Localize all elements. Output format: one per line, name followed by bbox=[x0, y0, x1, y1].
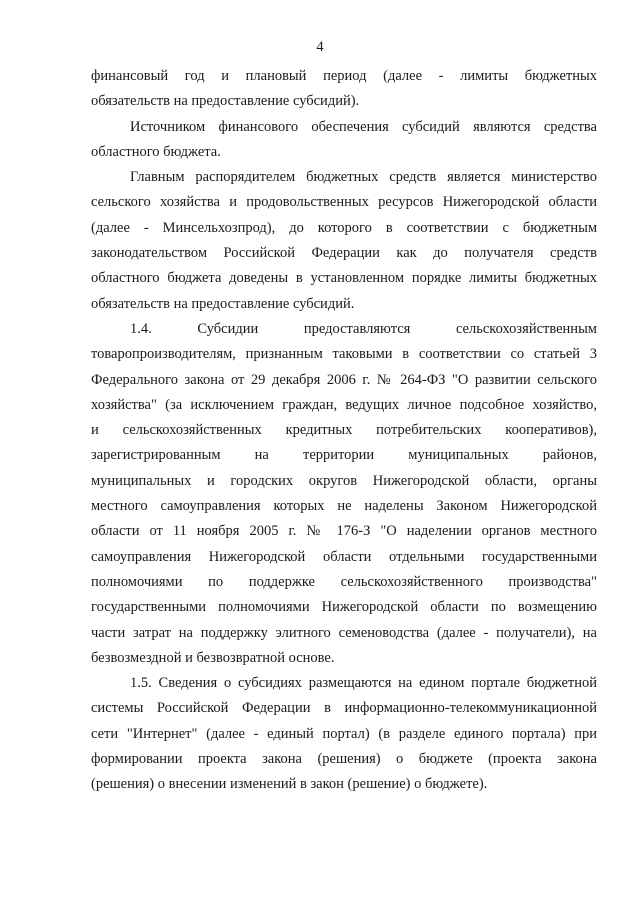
text-line: обязательств на предоставление субсидий. bbox=[91, 295, 355, 312]
text-line: местного самоуправления которых не наделены Законом Нижегородской bbox=[91, 498, 597, 515]
text-line: полномочиями по поддержке сельскохозяйственного производства" bbox=[91, 573, 597, 590]
text-line: обязательств на предоставление субсидий). bbox=[91, 93, 360, 110]
text-line: сети "Интернет" (далее - единый портал) (в разделе единого портала) при bbox=[91, 725, 597, 742]
text-line: зарегистрированным на территории муниципальных районов, bbox=[91, 447, 597, 464]
text-line: области от 11 ноября 2005 г. № 176-З "О наделении органов местного bbox=[91, 523, 597, 540]
text-line: самоуправления Нижегородской области отдельными государственными bbox=[91, 548, 597, 565]
text-line: безвозмездной и безвозвратной основе. bbox=[91, 649, 335, 666]
document-body bbox=[91, 64, 597, 798]
text-line: областного бюджета. bbox=[91, 143, 221, 160]
text-line: системы Российской Федерации в информационно-телекоммуникационной bbox=[91, 700, 597, 717]
page-number: 4 bbox=[316, 39, 324, 55]
text-line: хозяйства" (за исключением граждан, ведущих личное подсобное хозяйство, bbox=[91, 396, 597, 413]
text-line: формировании проекта закона (решения) о бюджете (проекта закона bbox=[91, 751, 597, 768]
text-line: части затрат на поддержку элитного семеноводства (далее - получатели), на bbox=[91, 624, 597, 641]
text-line: Федерального закона от 29 декабря 2006 г. № 264-ФЗ "О развитии сельского bbox=[91, 371, 597, 388]
text-line: государственными полномочиями Нижегородской области по возмещению bbox=[91, 599, 597, 616]
text-line: товаропроизводителям, признанным таковыми в соответствии со статьей 3 bbox=[91, 346, 597, 363]
text-line: финансовый год и плановый период (далее - лимиты бюджетных bbox=[91, 68, 597, 84]
text-line: муниципальных и городских округов Нижегородской области, органы bbox=[91, 472, 597, 489]
text-line: (далее - Минсельхозпрод), до которого в соответствии с бюджетным bbox=[91, 219, 597, 236]
text-line: 1.4. Субсидии предоставляются сельскохозяйственным bbox=[130, 320, 597, 337]
text-line: Источником финансового обеспечения субсидий являются средства bbox=[130, 118, 597, 135]
text-line: законодательством Российской Федерации как до получателя средств bbox=[91, 245, 597, 262]
text-line: (решения) о внесении изменений в закон (решение) о бюджете). bbox=[91, 776, 488, 793]
text-line: и сельскохозяйственных кредитных потребительских кооперативов), bbox=[91, 422, 597, 439]
text-line: областного бюджета доведены в установленном порядке лимиты бюджетных bbox=[91, 270, 597, 287]
text-line: Главным распорядителем бюджетных средств является министерство bbox=[130, 169, 597, 186]
text-line: сельского хозяйства и продовольственных ресурсов Нижегородской области bbox=[91, 194, 597, 211]
text-line: 1.5. Сведения о субсидиях размещаются на едином портале бюджетной bbox=[130, 675, 597, 692]
